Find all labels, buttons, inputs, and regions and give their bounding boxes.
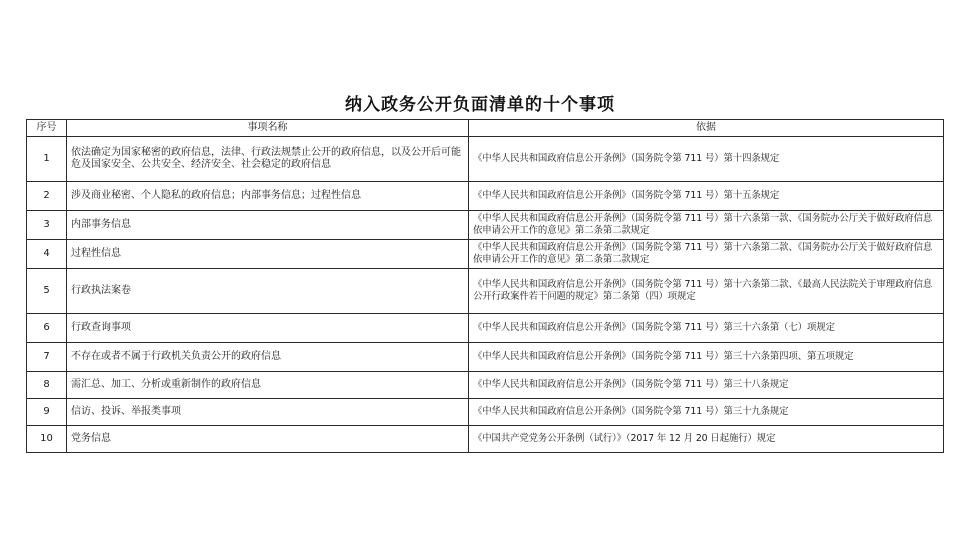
row-number: 9 <box>27 399 67 426</box>
table-row <box>27 137 944 182</box>
table-row <box>27 182 944 211</box>
document-title: 纳入政务公开负面清单的十个事项 <box>345 95 615 115</box>
row-legal-basis: 《中华人民共和国政府信息公开条例》（国务院令第 711 号）第十六条第一款、《国务院办公厅关于做好政府信息依申请公开工作的意见》第二条第二款规定 <box>469 211 944 240</box>
row-number: 8 <box>27 372 67 399</box>
table-row <box>27 211 944 240</box>
table-row <box>27 343 944 372</box>
row-number: 6 <box>27 314 67 343</box>
row-number: 4 <box>27 240 67 269</box>
row-item-name: 不存在或者不属于行政机关负责公开的政府信息 <box>67 343 469 372</box>
row-item-name: 依法确定为国家秘密的政府信息，法律、行政法规禁止公开的政府信息，以及公开后可能危及国家安全、公共安全、经济安全、社会稳定的政府信息 <box>67 137 469 182</box>
table-row <box>27 269 944 314</box>
row-number: 2 <box>27 182 67 211</box>
table-header-row <box>27 120 944 137</box>
header-legal-basis: 依据 <box>469 120 944 137</box>
row-item-name: 需汇总、加工、分析或重新制作的政府信息 <box>67 372 469 399</box>
row-legal-basis: 《中国共产党党务公开条例（试行）》（2017 年 12 月 20 日起施行）规定 <box>469 426 944 453</box>
table-row <box>27 314 944 343</box>
row-legal-basis: 《中华人民共和国政府信息公开条例》（国务院令第 711 号）第十六条第二款、《最高人民法院关于审理政府信息公开行政案件若干问题的规定》第二条第（四）项规定 <box>469 269 944 314</box>
row-item-name: 行政查询事项 <box>67 314 469 343</box>
row-legal-basis: 《中华人民共和国政府信息公开条例》（国务院令第 711 号）第三十八条规定 <box>469 372 944 399</box>
row-item-name: 过程性信息 <box>67 240 469 269</box>
row-legal-basis: 《中华人民共和国政府信息公开条例》（国务院令第 711 号）第三十九条规定 <box>469 399 944 426</box>
table-row <box>27 240 944 269</box>
row-number: 10 <box>27 426 67 453</box>
table-row <box>27 399 944 426</box>
row-number: 5 <box>27 269 67 314</box>
row-legal-basis: 《中华人民共和国政府信息公开条例》（国务院令第 711 号）第三十六条第四项、第五项规定 <box>469 343 944 372</box>
row-legal-basis: 《中华人民共和国政府信息公开条例》（国务院令第 711 号）第十六条第二款、《国务院办公厅关于做好政府信息依申请公开工作的意见》第二条第二款规定 <box>469 240 944 269</box>
row-item-name: 内部事务信息 <box>67 211 469 240</box>
row-number: 7 <box>27 343 67 372</box>
row-legal-basis: 《中华人民共和国政府信息公开条例》（国务院令第 711 号）第三十六条第（七）项规定 <box>469 314 944 343</box>
row-number: 3 <box>27 211 67 240</box>
row-item-name: 行政执法案卷 <box>67 269 469 314</box>
row-item-name: 涉及商业秘密、个人隐私的政府信息；内部事务信息；过程性信息 <box>67 182 469 211</box>
row-legal-basis: 《中华人民共和国政府信息公开条例》（国务院令第 711 号）第十五条规定 <box>469 182 944 211</box>
table-row <box>27 426 944 453</box>
header-serial-number: 序号 <box>27 120 67 137</box>
row-item-name: 信访、投诉、举报类事项 <box>67 399 469 426</box>
header-item-name: 事项名称 <box>67 120 469 137</box>
table-row <box>27 372 944 399</box>
row-item-name: 党务信息 <box>67 426 469 453</box>
row-legal-basis: 《中华人民共和国政府信息公开条例》（国务院令第 711 号）第十四条规定 <box>469 137 944 182</box>
row-number: 1 <box>27 137 67 182</box>
negative-list-table <box>26 119 944 453</box>
